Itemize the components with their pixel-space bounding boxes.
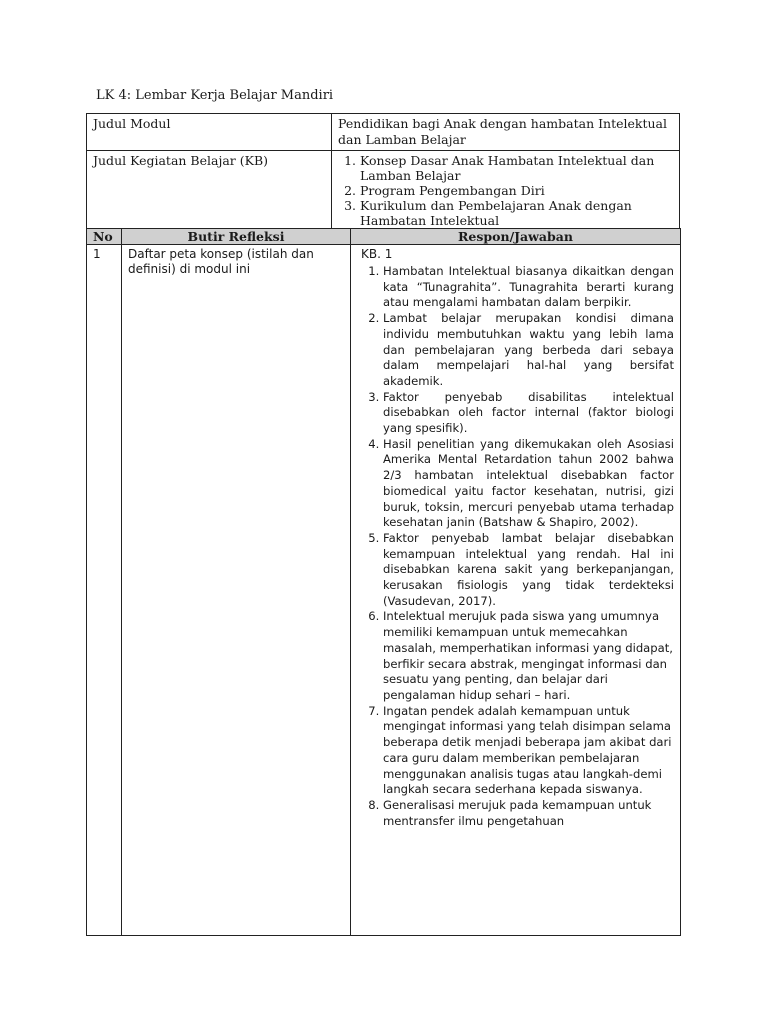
list-item: 3. Faktor penyebab disabilitas intelektual disebabkan oleh factor internal (faktor biologi yang spesifik).: [383, 390, 674, 437]
page-title: LK 4: Lembar Kerja Belajar Mandiri: [96, 88, 334, 103]
list-item: 4. Hasil penelitian yang dikemukakan oleh Asosiasi Amerika Mental Retardation tahun 2002 bahwa 2/3 hambatan intelektual disebabkan factor biomedical yaitu factor kesehatan, nutrisi, gizi buruk, toksin, mercuri penyebab utama terhadap kesehatan janin (Batshaw & Shapiro, 2002).: [383, 437, 674, 531]
kb-row: [87, 151, 680, 231]
module-value: Pendidikan bagi Anak dengan hambatan Intelektual dan Lamban Belajar: [332, 114, 680, 151]
row-respon: [351, 245, 681, 936]
table-row: [87, 245, 681, 936]
reflection-table: [86, 228, 681, 936]
table-header-row: [87, 229, 681, 245]
header-no: No: [87, 229, 122, 245]
module-row: [87, 114, 680, 151]
kb-heading: KB. 1: [361, 247, 393, 261]
kb-item: 3. Kurikulum dan Pembelajaran Anak dengan Hambatan Intelektual: [360, 198, 673, 228]
kb-item: 1. Konsep Dasar Anak Hambatan Intelektual dan Lamban Belajar: [360, 153, 673, 183]
row-butir: Daftar peta konsep (istilah dan definisi) di modul ini: [122, 245, 351, 936]
kb-list-cell: [332, 151, 680, 231]
kb-list: [338, 153, 673, 228]
list-item: 2. Lambat belajar merupakan kondisi dimana individu membutuhkan waktu yang lebih lama dan pembelajaran yang berbeda dari sebaya dalam mempelajari hal-hal yang bersifat akademik.: [383, 311, 674, 390]
row-no: 1: [87, 245, 122, 936]
module-info-table: [86, 113, 680, 231]
list-item: 6. Intelektual merujuk pada siswa yang umumnya memiliki kemampuan untuk memecahkan masalah, memperhatikan informasi yang didapat, berfikir secara abstrak, mengingat informasi dan sesuatu yang penting, dan belajar dari pengalaman hidup sehari – hari.: [383, 609, 674, 703]
header-butir: Butir Refleksi: [122, 229, 351, 245]
header-respon: Respon/Jawaban: [351, 229, 681, 245]
list-item: 1. Hambatan Intelektual biasanya dikaitkan dengan kata “Tunagrahita”. Tunagrahita berarti kurang atau mengalami hambatan dalam berpikir.: [383, 264, 674, 311]
module-label: Judul Modul: [87, 114, 332, 151]
list-item: 8. Generalisasi merujuk pada kemampuan untuk mentransfer ilmu pengetahuan: [383, 798, 674, 829]
list-item: 5. Faktor penyebab lambat belajar disebabkan kemampuan intelektual yang rendah. Hal ini disebabkan karena sakit yang berkepanjangan, kerusakan fisiologis yang tidak terdekteksi (Vasudevan, 2017).: [383, 531, 674, 610]
kb-item: 2. Program Pengembangan Diri: [360, 183, 673, 198]
kb-label: Judul Kegiatan Belajar (KB): [87, 151, 332, 231]
response-list: [357, 264, 674, 829]
list-item: 7. Ingatan pendek adalah kemampuan untuk mengingat informasi yang telah disimpan selama beberapa detik menjadi beberapa jam akibat dari cara guru dalam memberikan pembelajaran menggunakan analisis tugas atau langkah-demi langkah secara sederhana kepada siswanya.: [383, 704, 674, 798]
